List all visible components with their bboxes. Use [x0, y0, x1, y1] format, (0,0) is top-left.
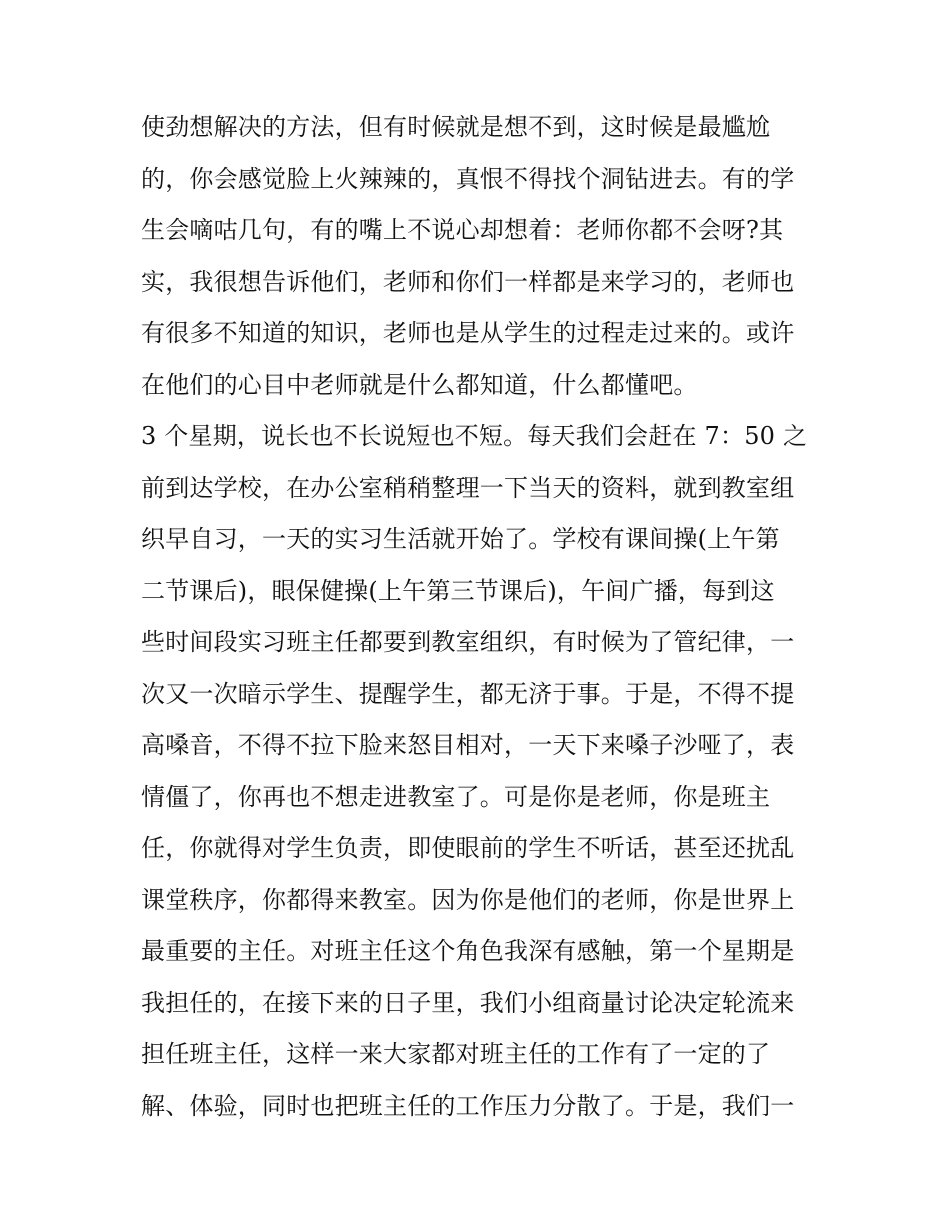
text-line: 任，你就得对学生负责，即使眼前的学生不听话，甚至还扰乱	[141, 834, 795, 862]
text-line: 次又一次暗示学生、提醒学生，都无济于事。于是，不得不提	[141, 679, 795, 708]
text-line: 使劲想解决的方法，但有时候就是想不到，这时候是最尴尬	[141, 113, 771, 141]
text-line: 情僵了，你再也不想走进教室了。可是你是老师，你是班主	[141, 782, 771, 811]
text-line: 有很多不知道的知识，老师也是从学生的过程走过来的。或许	[141, 319, 795, 347]
text-line: 最重要的主任。对班主任这个角色我深有感触，第一个星期是	[141, 937, 795, 965]
text-line: 我担任的，在接下来的日子里，我们小组商量讨论决定轮流来	[141, 988, 795, 1017]
text-line: 3 个星期，说长也不长说短也不短。每天我们会赶在 7：50 之	[141, 422, 808, 450]
text-line: 织早自习，一天的实习生活就开始了。学校有课间操(上午第	[141, 525, 780, 553]
text-line: 高嗓音，不得不拉下脸来怒目相对，一天下来嗓子沙哑了，表	[141, 731, 795, 759]
text-line: 些时间段实习班主任都要到教室组织，有时候为了管纪律，一	[141, 628, 795, 656]
text-line: 生会嘀咕几句，有的嘴上不说心却想着：老师你都不会呀?其	[141, 216, 784, 244]
text-line: 的，你会感觉脸上火辣辣的，真恨不得找个洞钻进去。有的学	[141, 164, 795, 193]
text-line: 担任班主任，这样一来大家都对班主任的工作有了一定的了	[141, 1040, 771, 1068]
text-line: 实，我很想告诉他们，老师和你们一样都是来学习的，老师也	[141, 267, 795, 296]
text-line: 解、体验，同时也把班主任的工作压力分散了。于是，我们一	[141, 1091, 795, 1120]
text-line: 二节课后)，眼保健操(上午第三节课后)，午间广播，每到这	[141, 576, 775, 605]
text-line: 在他们的心目中老师就是什么都知道，什么都懂吧。	[141, 370, 698, 399]
text-line: 前到达学校，在办公室稍稍整理一下当天的资料，就到教室组	[141, 473, 795, 502]
text-line: 课堂秩序，你都得来教室。因为你是他们的老师，你是世界上	[141, 885, 795, 914]
body-text	[141, 102, 821, 1132]
